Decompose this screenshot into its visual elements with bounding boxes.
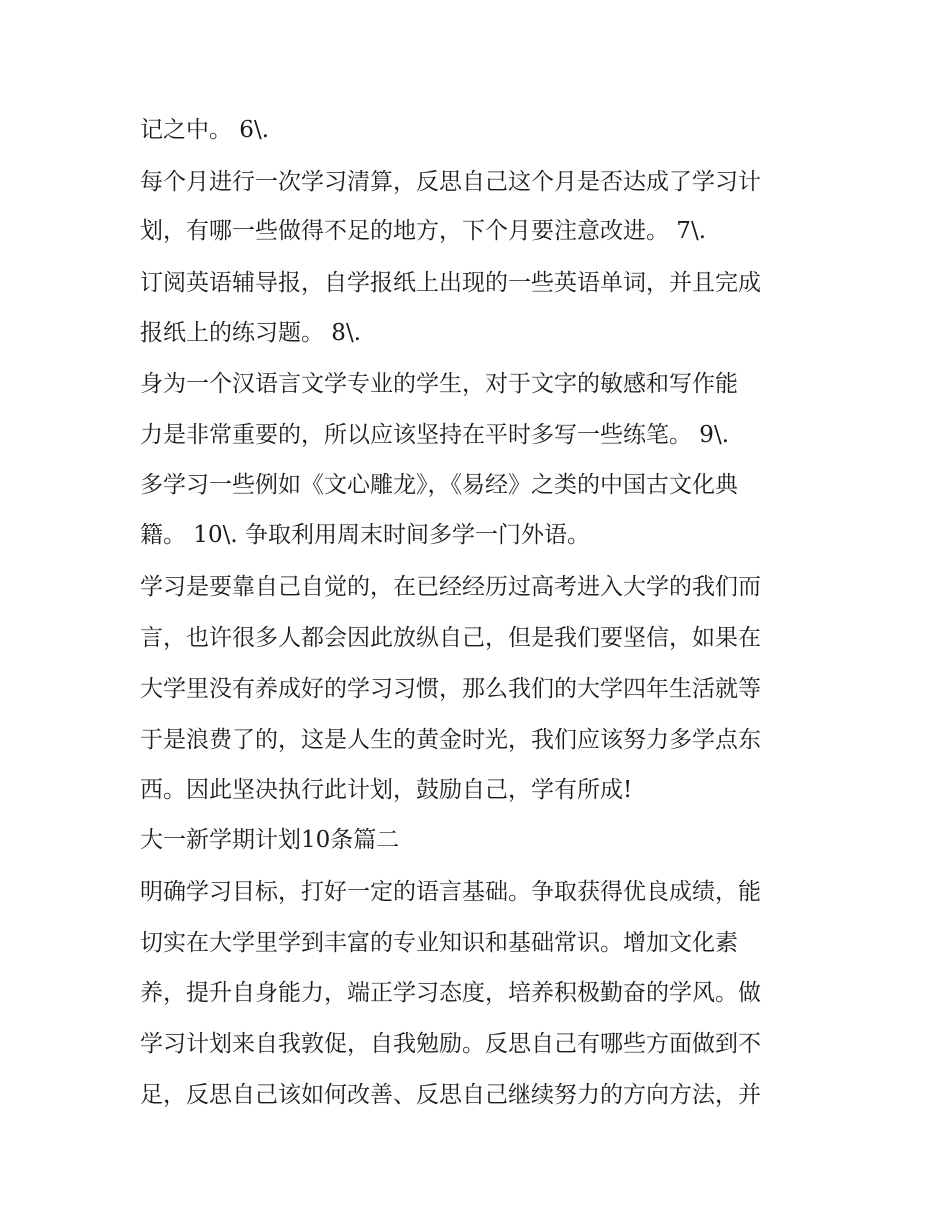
text-line: 学习计划来自我敦促，自我勉励。反思自己有哪些方面做到不: [140, 1031, 761, 1057]
text-line: 言，也许很多人都会因此放纵自己，但是我们要坚信，如果在: [140, 625, 761, 651]
text-line: 学习是要靠自己自觉的，在已经经历过高考进入大学的我们而: [140, 574, 761, 600]
text-line: 力是非常重要的，所以应该坚持在平时多写一些练笔。 9\.: [140, 422, 730, 448]
text-line: 西。因此坚决执行此计划，鼓励自己，学有所成!: [140, 777, 633, 803]
text-line: 足，反思自己该如何改善、反思自己继续努力的方向方法，并: [140, 1082, 761, 1108]
text-line: 养，提升自身能力，端正学习态度，培养积极勤奋的学风。做: [140, 980, 761, 1006]
text-line: 明确学习目标，打好一定的语言基础。争取获得优良成绩，能: [140, 879, 761, 905]
section-heading: 大一新学期计划10条篇二: [140, 827, 400, 853]
text-line: 切实在大学里学到丰富的专业知识和基础常识。增加文化素: [140, 930, 738, 956]
text-line: 籍。 10\. 争取利用周末时间多学一门外语。: [140, 522, 590, 548]
text-line: 每个月进行一次学习清算，反思自己这个月是否达成了学习计: [140, 169, 761, 195]
text-line: 于是浪费了的，这是人生的黄金时光，我们应该努力多学点东: [140, 727, 761, 753]
text-line: 记之中。 6\.: [140, 117, 270, 143]
text-line: 多学习一些例如《文心雕龙》，《易经》之类的中国古文化典: [140, 472, 738, 498]
text-line: 身为一个汉语言文学专业的学生，对于文字的敏感和写作能: [140, 371, 738, 397]
text-line: 大学里没有养成好的学习习惯，那么我们的大学四年生活就等: [140, 676, 761, 702]
text-line: 报纸上的练习题。 8\.: [140, 320, 362, 346]
text-line: 划，有哪一些做得不足的地方，下个月要注意改进。 7\.: [140, 218, 707, 244]
text-line: 订阅英语辅导报，自学报纸上出现的一些英语单词，并且完成: [140, 270, 761, 296]
